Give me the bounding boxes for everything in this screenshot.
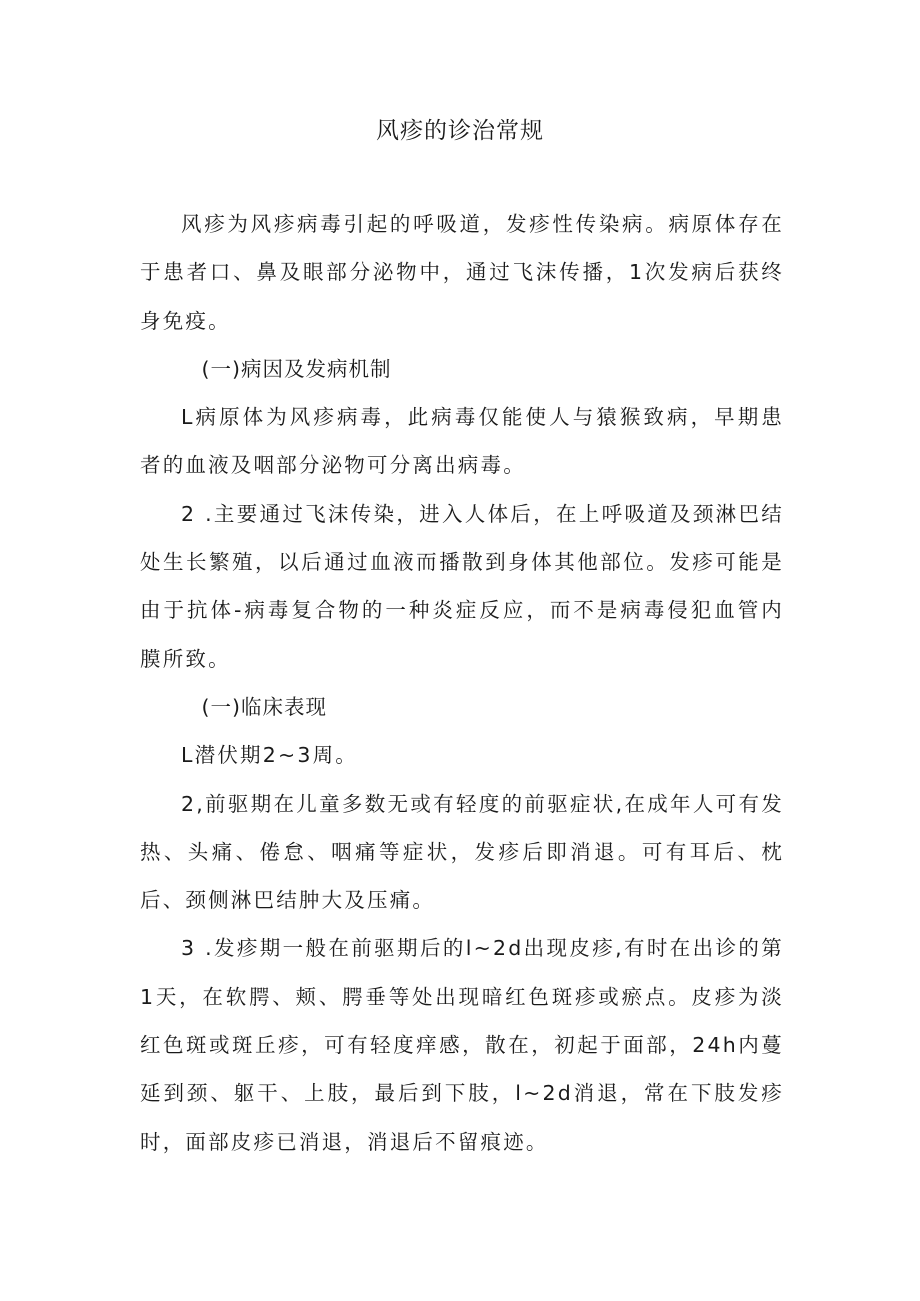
paragraph-clinical-2: 2,前驱期在儿童多数无或有轻度的前驱症状,在成年人可有发热、头痛、倦怠、咽痛等症状，发疹后即消退。可有耳后、枕后、颈侧淋巴结肿大及压痛。 [140,791,784,913]
document-title: 风疹的诊治常规 [376,118,544,144]
section-heading-clinical: (一)临床表现 [201,694,327,719]
section-heading-etiology: (一)病因及发病机制 [201,356,392,381]
paragraph-etiology-1: L病原体为风疹病毒，此病毒仅能使人与猿猴致病，早期患者的血液及咽部分泌物可分离出病毒。 [140,405,784,478]
paragraph-etiology-2: 2 .主要通过飞沫传染，进入人体后，在上呼吸道及颈淋巴结处生长繁殖，以后通过血液而播散到身体其他部位。发疹可能是由于抗体-病毒复合物的一种炎症反应，而不是病毒侵犯血管内膜所致。 [140,501,784,671]
document-body [140,200,784,1166]
paragraph-clinical-1: L潜伏期2~3周。 [181,743,358,768]
paragraph-clinical-3: 3 .发疹期一般在前驱期后的l~2d出现皮疹,有时在出诊的第1天，在软腭、颊、腭垂等处出现暗红色斑疹或瘀点。皮疹为淡红色斑或斑丘疹，可有轻度痒感，散在，初起于面部，24h内蔓延到颈、躯干、上肢，最后到下肢，l~2d消退，常在下肢发疹时，面部皮疹已消退，消退后不留痕迹。 [140,936,784,1154]
paragraph-intro: 风疹为风疹病毒引起的呼吸道，发疹性传染病。病原体存在于患者口、鼻及眼部分泌物中，通过飞沫传播，1次发病后获终身免疫。 [140,212,784,333]
